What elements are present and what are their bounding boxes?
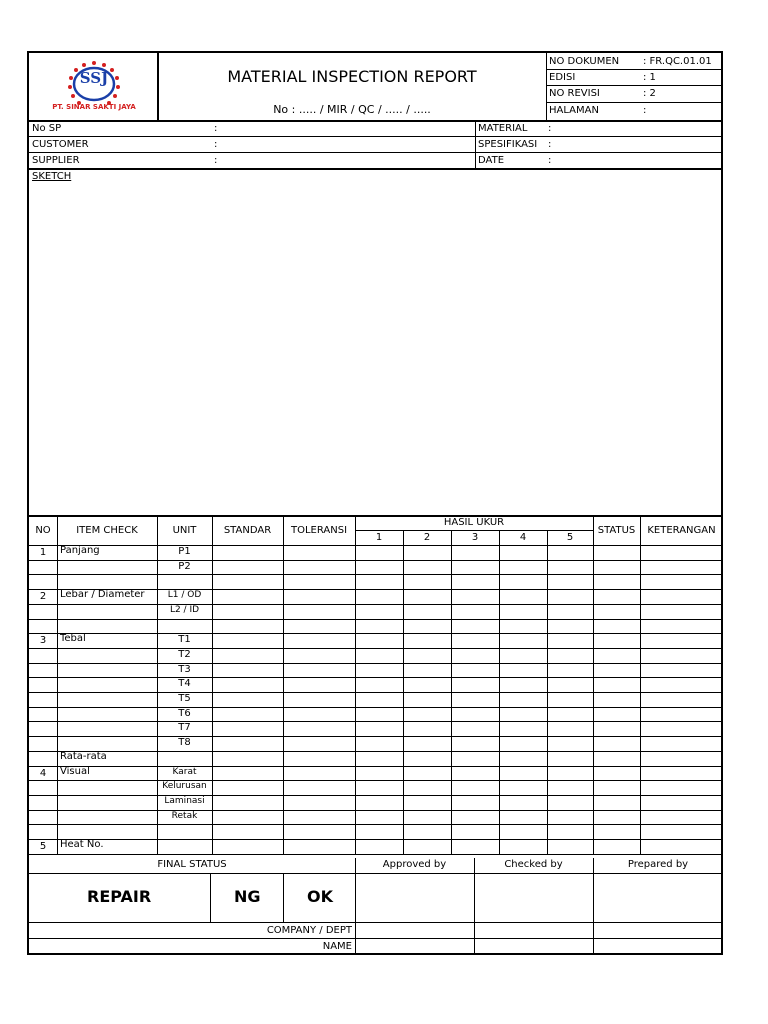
col-header-standar: STANDAR bbox=[223, 525, 272, 536]
info-label: DATE bbox=[478, 155, 505, 166]
col-header-unit: UNIT bbox=[172, 525, 197, 536]
col-header-keterangan: KETERANGAN bbox=[647, 525, 716, 536]
row-unit: T2 bbox=[178, 648, 191, 660]
row-unit: L2 / ID bbox=[169, 604, 200, 615]
row-unit: L1 / OD bbox=[167, 590, 202, 601]
grid-line bbox=[57, 515, 58, 854]
prepared-by-label: Prepared by bbox=[627, 859, 689, 870]
doc-info-value: : bbox=[643, 105, 647, 116]
row-unit: T7 bbox=[178, 722, 191, 734]
divider bbox=[29, 922, 723, 923]
row-no: 1 bbox=[39, 547, 47, 558]
grid-line bbox=[29, 707, 723, 708]
grid-line bbox=[640, 515, 641, 854]
doc-info-value: : 1 bbox=[643, 72, 656, 83]
grid-line bbox=[29, 545, 723, 546]
grid-line bbox=[29, 604, 723, 605]
info-label: SUPPLIER bbox=[32, 155, 80, 166]
report-number: No : ..... / MIR / QC / ..... / ..... bbox=[273, 103, 431, 116]
info-label: No SP bbox=[32, 123, 62, 134]
row-unit: T4 bbox=[178, 678, 191, 690]
divider bbox=[29, 938, 723, 939]
checked-by-label: Checked by bbox=[504, 859, 563, 870]
col-header-measure: 2 bbox=[423, 532, 431, 543]
divider bbox=[29, 136, 723, 137]
grid-line bbox=[29, 721, 723, 722]
info-label: SPESIFIKASI bbox=[478, 139, 538, 150]
row-unit: T6 bbox=[178, 707, 191, 719]
row-no: 4 bbox=[39, 767, 47, 779]
row-unit: Retak bbox=[171, 810, 198, 821]
grid-line bbox=[29, 751, 723, 752]
row-no: 5 bbox=[39, 841, 47, 852]
grid-line bbox=[29, 766, 723, 767]
grid-line bbox=[29, 736, 723, 737]
grid-line bbox=[29, 780, 723, 781]
info-colon: : bbox=[548, 139, 552, 150]
grid-line bbox=[29, 810, 723, 811]
grid-line bbox=[593, 515, 594, 854]
info-colon: : bbox=[548, 123, 552, 134]
col-header-measure: 1 bbox=[375, 532, 383, 543]
row-unit: T8 bbox=[178, 737, 191, 749]
divider bbox=[546, 85, 723, 86]
company-logo bbox=[35, 59, 153, 117]
row-item-check: Visual bbox=[60, 765, 90, 777]
divider bbox=[283, 873, 284, 922]
info-label: CUSTOMER bbox=[32, 139, 89, 150]
divider bbox=[157, 53, 159, 121]
grid-line bbox=[283, 515, 284, 854]
company-dept-label: COMPANY / DEPT bbox=[266, 925, 352, 936]
doc-info-label: HALAMAN bbox=[549, 105, 599, 116]
grid-line bbox=[29, 692, 723, 693]
company-name: PT. SINAR SAKTI JAYA bbox=[52, 103, 136, 111]
divider bbox=[29, 873, 723, 874]
status-ng[interactable]: NG bbox=[234, 887, 261, 906]
row-no: 3 bbox=[39, 635, 47, 647]
row-unit: T3 bbox=[178, 663, 191, 675]
col-header-measure: 3 bbox=[471, 532, 479, 543]
grid-line bbox=[212, 515, 213, 854]
doc-info-label: NO REVISI bbox=[549, 88, 600, 99]
grid-line bbox=[29, 648, 723, 649]
col-header-measure: 5 bbox=[566, 532, 574, 543]
info-colon: : bbox=[214, 123, 218, 134]
approved-by-label: Approved by bbox=[382, 859, 447, 870]
row-item-check: Panjang bbox=[60, 545, 100, 556]
doc-info-label: EDISI bbox=[549, 72, 576, 83]
info-colon: : bbox=[214, 155, 218, 166]
row-unit: Karat bbox=[172, 766, 197, 777]
sketch-label: SKETCH bbox=[32, 171, 72, 182]
divider bbox=[546, 102, 723, 103]
col-header-hasil-ukur: HASIL UKUR bbox=[443, 517, 505, 528]
grid-line bbox=[29, 839, 723, 840]
divider bbox=[29, 120, 723, 122]
row-item-check: Tebal bbox=[60, 633, 86, 645]
divider bbox=[29, 152, 723, 153]
grid-line bbox=[355, 515, 356, 854]
divider bbox=[593, 858, 594, 955]
row-unit: T5 bbox=[178, 693, 191, 704]
logo-text: SSJ bbox=[79, 69, 109, 87]
info-colon: : bbox=[214, 139, 218, 150]
inspection-form bbox=[27, 51, 723, 955]
info-colon: : bbox=[548, 155, 552, 166]
grid-line bbox=[29, 677, 723, 678]
status-ok[interactable]: OK bbox=[307, 887, 333, 906]
divider bbox=[475, 120, 476, 169]
col-header-no: NO bbox=[35, 525, 51, 536]
divider bbox=[210, 873, 211, 922]
row-no: 2 bbox=[39, 591, 47, 603]
grid-line bbox=[29, 824, 723, 825]
divider bbox=[546, 69, 723, 70]
grid-line bbox=[29, 663, 723, 664]
grid-line bbox=[29, 619, 723, 620]
divider bbox=[355, 858, 356, 955]
col-header-status: STATUS bbox=[597, 525, 636, 536]
sketch-area[interactable] bbox=[29, 170, 723, 515]
page-title: MATERIAL INSPECTION REPORT bbox=[227, 67, 477, 86]
status-repair[interactable]: REPAIR bbox=[87, 887, 152, 906]
doc-info-value: : 2 bbox=[643, 88, 656, 99]
name-label: NAME bbox=[322, 941, 352, 952]
grid-line bbox=[29, 795, 723, 796]
info-label: MATERIAL bbox=[478, 123, 528, 134]
row-unit: T1 bbox=[178, 634, 191, 646]
row-unit: P1 bbox=[178, 546, 191, 557]
row-item-check: Lebar / Diameter bbox=[60, 589, 145, 601]
grid-line bbox=[29, 560, 723, 561]
row-unit: Laminasi bbox=[164, 795, 205, 806]
row-unit: P2 bbox=[178, 560, 191, 572]
col-header-item: ITEM CHECK bbox=[76, 525, 138, 536]
doc-info-value: : FR.QC.01.01 bbox=[643, 56, 712, 67]
row-unit: Kelurusan bbox=[162, 781, 207, 792]
grid-line bbox=[29, 574, 723, 575]
col-header-toleransi: TOLERANSI bbox=[290, 525, 348, 536]
col-header-measure: 4 bbox=[519, 532, 527, 543]
final-status-label: FINAL STATUS bbox=[157, 859, 227, 870]
divider bbox=[546, 53, 547, 121]
row-item-check: Rata-rata bbox=[60, 750, 107, 762]
grid-line bbox=[29, 633, 723, 634]
divider bbox=[474, 858, 475, 955]
grid-line bbox=[29, 854, 723, 855]
doc-info-label: NO DOKUMEN bbox=[549, 56, 620, 67]
row-item-check: Heat No. bbox=[60, 839, 104, 850]
